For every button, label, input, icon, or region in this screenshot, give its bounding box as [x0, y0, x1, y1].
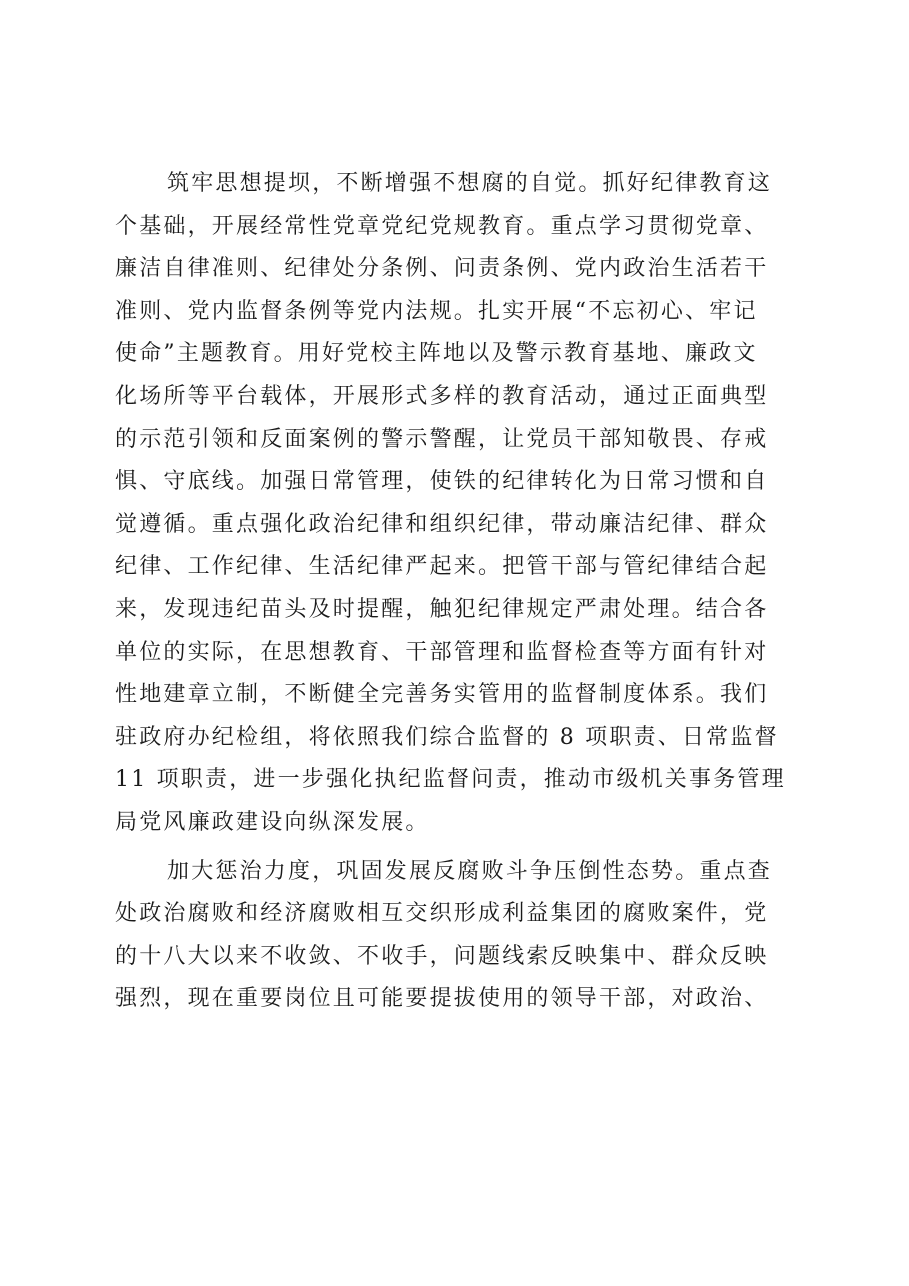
paragraph-2 — [115, 851, 799, 1021]
text-line: 廉洁自律准则、纪律处分条例、问责条例、党内政治生活若干 — [115, 256, 769, 282]
text-line: 性地建章立制，不断健全完善务实管用的监督制度体系。我们 — [115, 682, 769, 708]
text-line: 的十八大以来不收敛、不收手，问题线索反映集中、群众反映 — [115, 943, 769, 969]
text-line: 筑牢思想提坝，不断增强不想腐的自觉。抓好纪律教育这 — [167, 171, 773, 196]
text-line: 来，发现违纪苗头及时提醒，触犯纪律规定严肃处理。结合各 — [115, 596, 769, 622]
text-line: 纪律、工作纪律、生活纪律严起来。把管干部与管纪律结合起 — [115, 554, 769, 580]
text-line: 觉遵循。重点强化政治纪律和组织纪律，带动廉洁纪律、群众 — [115, 511, 769, 537]
text-line: 使命”主题教育。用好党校主阵地以及警示教育基地、廉政文 — [115, 341, 758, 367]
text-line: 加大惩治力度，巩固发展反腐败斗争压倒性态势。重点查 — [167, 858, 773, 884]
text-line: 局党风廉政建设向纵深发展。 — [115, 809, 430, 835]
text-line: 驻政府办纪检组，将依照我们综合监督的 8 项职责、日常监督 — [115, 724, 779, 750]
text-line: 个基础，开展经常性党章党纪党规教育。重点学习贯彻党章、 — [115, 213, 769, 239]
text-line: 单位的实际，在思想教育、干部管理和监督检查等方面有针对 — [115, 639, 769, 665]
text-line: 强烈，现在重要岗位且可能要提拔使用的领导干部，对政治、 — [115, 986, 769, 1012]
document-body — [115, 163, 799, 1021]
text-line: 处政治腐败和经济腐败相互交织形成利益集团的腐败案件，党 — [115, 901, 769, 927]
text-line: 11 项职责，进一步强化执纪监督问责，推动市级机关事务管理 — [115, 767, 786, 793]
paragraph-1 — [115, 163, 799, 845]
text-line: 的示范引领和反面案例的警示警醒，让党员干部知敬畏、存戒 — [115, 426, 769, 452]
text-line: 化场所等平台载体，开展形式多样的教育活动，通过正面典型 — [115, 383, 769, 409]
text-line: 准则、党内监督条例等党内法规。扎实开展“不忘初心、牢记 — [115, 298, 758, 324]
text-line: 惧、守底线。加强日常管理，使铁的纪律转化为日常习惯和自 — [115, 469, 769, 495]
